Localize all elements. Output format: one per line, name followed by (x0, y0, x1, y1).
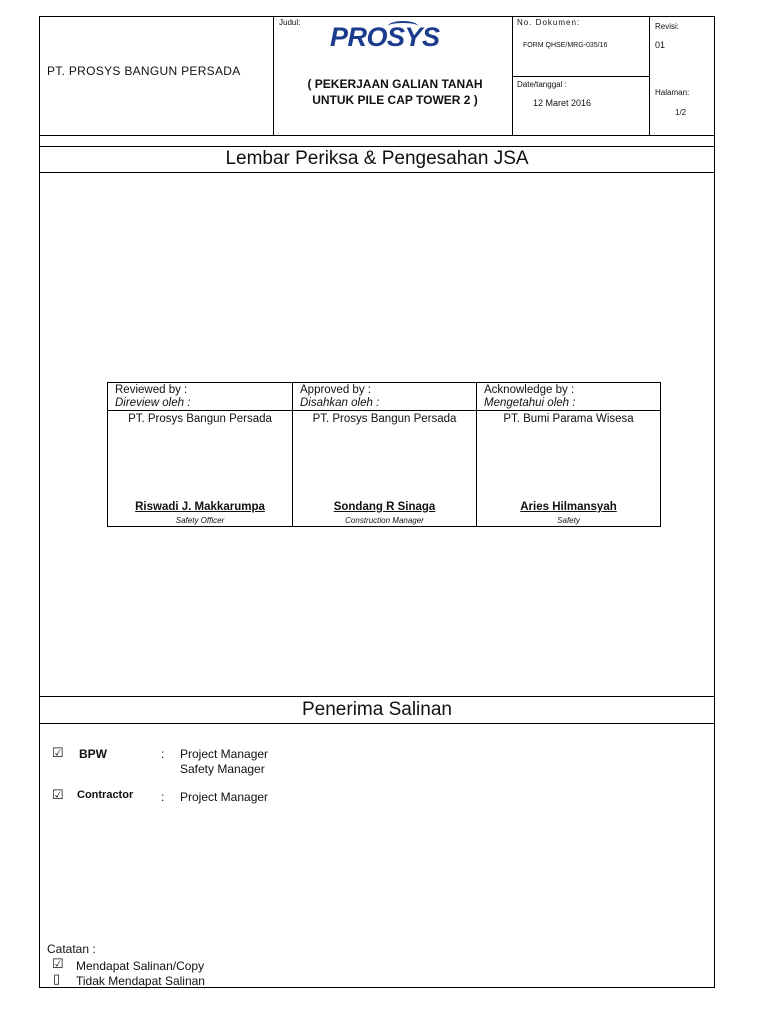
logo-arc-icon (388, 21, 418, 31)
recipients-section-title: Penerima Salinan (302, 699, 452, 720)
date-value: 12 Maret 2016 (533, 98, 592, 108)
signatory-role: Safety Officer (175, 516, 225, 525)
note-item: Tidak Mendapat Salinan (76, 974, 205, 988)
signatory-role: Safety (557, 516, 580, 525)
recipient-role: Safety Manager (180, 762, 265, 776)
divider (512, 76, 649, 77)
signature-head-en: Reviewed by : (115, 384, 188, 396)
signature-head-en: Acknowledge by : (484, 384, 575, 396)
signature-column-approved (293, 383, 476, 526)
recipient-role: Project Manager (180, 747, 269, 761)
signatory-role: Construction Manager (345, 516, 424, 525)
signatory-name: Riswadi J. Makkarumpa (135, 501, 265, 513)
signature-head-id: Direview oleh : (115, 397, 191, 409)
signature-org: PT. Prosys Bangun Persada (128, 413, 272, 425)
notes-label: Catatan : (47, 942, 96, 956)
doc-number-label: No. Dokumen: (517, 18, 581, 27)
judul-label: Judul: (279, 18, 301, 27)
signature-header (300, 384, 379, 410)
page-value: 1/2 (675, 108, 687, 117)
date-label: Date/tanggal : (517, 80, 567, 89)
divider (39, 696, 715, 697)
divider (39, 135, 715, 136)
signature-org: PT. Bumi Parama Wisesa (503, 413, 634, 425)
checkbox-checked-icon[interactable]: ☑ (52, 956, 64, 971)
recipient-party: BPW (79, 747, 107, 761)
company-name: PT. PROSYS BANGUN PERSADA (47, 64, 241, 78)
divider (39, 723, 715, 724)
signatory-name: Sondang R Sinaga (333, 501, 436, 513)
checkbox-checked-icon[interactable]: ☑ (52, 745, 64, 760)
document-title (278, 76, 512, 108)
prosys-logo: PROSYS (330, 22, 440, 52)
approval-section-title: Lembar Periksa & Pengesahan JSA (225, 148, 529, 169)
signature-head-id: Disahkan oleh : (300, 397, 380, 409)
signature-table (107, 382, 661, 527)
revision-label: Revisi: (655, 22, 680, 31)
note-item: Mendapat Salinan/Copy (76, 959, 205, 973)
doc-number-value: FORM QHSE/MRG-035/16 (523, 42, 608, 49)
checkbox-checked-icon[interactable]: ☑ (52, 787, 64, 802)
title-line-2: UNTUK PILE CAP TOWER 2 ) (312, 93, 478, 107)
signature-header (115, 384, 190, 410)
signature-column-acknowledged (477, 383, 660, 526)
recipient-colon: : (161, 790, 165, 804)
page-label: Halaman: (655, 88, 690, 97)
signature-head-en: Approved by : (300, 384, 371, 396)
checkbox-empty-icon[interactable]: ▯ (53, 971, 61, 986)
divider (39, 146, 715, 147)
divider (649, 16, 650, 135)
signatory-name: Aries Hilmansyah (520, 501, 617, 513)
signature-head-id: Mengetahui oleh : (484, 397, 576, 409)
revision-value: 01 (655, 40, 666, 50)
signature-org: PT. Prosys Bangun Persada (312, 413, 457, 425)
divider (39, 172, 715, 173)
recipient-colon: : (161, 747, 165, 761)
title-line-1: ( PEKERJAAN GALIAN TANAH (307, 77, 483, 91)
divider (273, 16, 274, 135)
signature-column-reviewed (108, 383, 292, 526)
signature-header (484, 384, 575, 410)
recipient-party: Contractor (77, 789, 134, 801)
recipient-role: Project Manager (180, 790, 269, 804)
